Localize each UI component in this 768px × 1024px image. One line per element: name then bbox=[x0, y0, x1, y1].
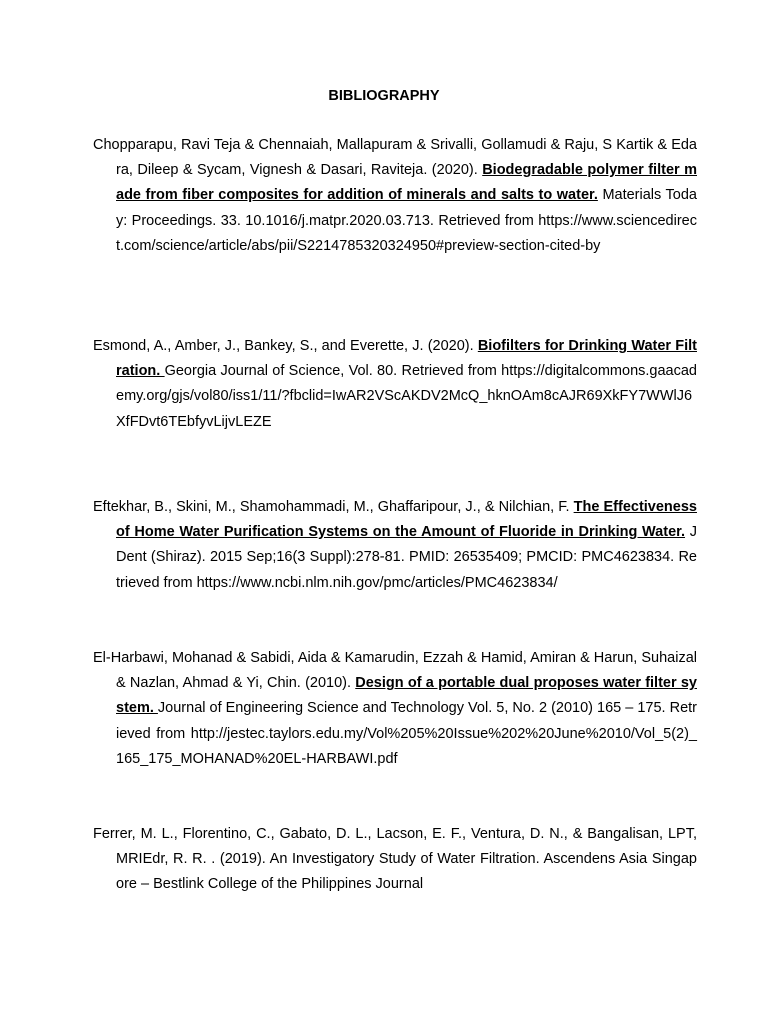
entry-authors: Esmond, A., Amber, J., Bankey, S., and Everette, J. (2020). bbox=[93, 338, 478, 354]
entry-source: Journal of Engineering Science and Technology Vol. 5, No. 2 (2010) 165 – 175. Retrieved from http://jestec.taylors.edu.my/Vol%205%20Issue%202%20June%2010/Vol_5(2)_165_175_MOHANAD%20EL-HARBAWI.pdf bbox=[116, 700, 697, 767]
bibliography-entry bbox=[93, 133, 697, 259]
entry-source: J Dent (Shiraz). 2015 Sep;16(3 Suppl):278-81. PMID: 26535409; PMCID: PMC4623834. Retrieved from https://www.ncbi.nlm.nih.gov/pmc/articles/PMC4623834/ bbox=[116, 524, 697, 591]
entry-authors: Chopparapu, Ravi Teja & Chennaiah, Mallapuram & Srivalli, Gollamudi & Raju, S Kartik & Edara, Dileep & Sycam, Vignesh & Dasari, Raviteja. (2020). bbox=[93, 137, 697, 179]
entry-title: The Effectiveness of Home Water Purification Systems on the Amount of Fluoride in Drinking Water. bbox=[116, 499, 697, 541]
bibliography-entry bbox=[93, 495, 697, 596]
entry-title: Design of a portable dual proposes water filter system. bbox=[116, 675, 697, 717]
entry-source: Georgia Journal of Science, Vol. 80. Retrieved from https://digitalcommons.gaacademy.org/gjs/vol80/iss1/11/?fbclid=IwAR2VScAKDV2McQ_hknOAm8cAJR69XkFY7WWlJ6XfFDvt6TEbfyvLijvLEZE bbox=[116, 363, 697, 430]
entry-authors: Ferrer, M. L., Florentino, C., Gabato, D. L., Lacson, E. F., Ventura, D. N., & Bangalisan, LPT, MRIEdr, R. R. . (2019). An Investigatory Study of Water Filtration. Ascendens Asia Singapore – Bestlink College of the Philippines Journal bbox=[93, 826, 697, 893]
entry-title: Biofilters for Drinking Water Filtration. bbox=[116, 338, 697, 380]
entry-source: Materials Today: Proceedings. 33. 10.1016/j.matpr.2020.03.713. Retrieved from https://www.sciencedirect.com/science/article/abs/pii/S2214785320324950#preview-section-cited-by bbox=[116, 187, 697, 254]
entry-title: Biodegradable polymer filter made from fiber composites for addition of minerals and salts to water. bbox=[116, 162, 697, 204]
page-title: BIBLIOGRAPHY bbox=[328, 88, 440, 104]
entry-authors: El-Harbawi, Mohanad & Sabidi, Aida & Kamarudin, Ezzah & Hamid, Amiran & Harun, Suhaizal & Nazlan, Ahmad & Yi, Chin. (2010). bbox=[93, 650, 697, 692]
bibliography-entry bbox=[93, 822, 697, 898]
entry-authors: Eftekhar, B., Skini, M., Shamohammadi, M., Ghaffaripour, J., & Nilchian, F. bbox=[93, 499, 574, 515]
bibliography-entry bbox=[93, 334, 697, 435]
bibliography-entry bbox=[93, 646, 697, 772]
